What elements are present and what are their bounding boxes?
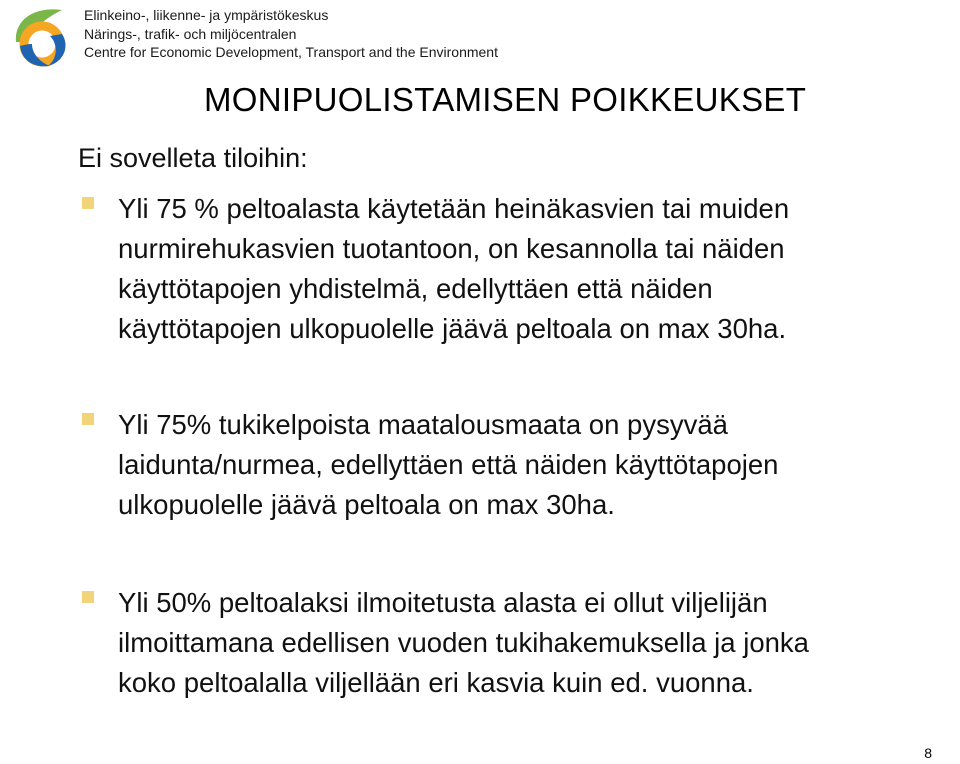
bullet-text — [118, 405, 778, 525]
bullet-line: Yli 75% tukikelpoista maatalousmaata on pysyvää — [118, 409, 728, 440]
slide-intro: Ei sovelleta tiloihin: — [78, 143, 308, 173]
page-number: 8 — [924, 745, 932, 761]
org-name-english: Centre for Economic Development, Transport and the Environment — [84, 44, 498, 60]
bullet-square-icon — [82, 591, 94, 603]
bullet-line: ulkopuolelle jäävä peltoala on max 30ha. — [118, 489, 615, 520]
organisation-name — [84, 6, 498, 62]
bullet-line: koko peltoalalla viljellään eri kasvia kuin ed. vuonna. — [118, 667, 754, 698]
bullet-text — [118, 583, 809, 703]
bullet-square-icon — [82, 413, 94, 425]
bullet-line: nurmirehukasvien tuotantoon, on kesannolla tai näiden — [118, 233, 785, 264]
bullet-line: käyttötapojen ulkopuolelle jäävä peltoala on max 30ha. — [118, 313, 787, 344]
ely-centre-logo-icon — [6, 2, 74, 70]
slide-title: MONIPUOLISTAMISEN POIKKEUKSET — [204, 81, 807, 118]
bullet-line: ilmoittamana edellisen vuoden tukihakemuksella ja jonka — [118, 627, 809, 658]
bullet-line: Yli 75 % peltoalasta käytetään heinäkasvien tai muiden — [118, 193, 790, 224]
bullet-text — [118, 189, 789, 349]
org-name-finnish: Elinkeino-, liikenne- ja ympäristökeskus — [84, 7, 329, 23]
bullet-square-icon — [82, 197, 94, 209]
bullet-line: käyttötapojen yhdistelmä, edellyttäen että näiden — [118, 273, 713, 304]
bullet-line: laidunta/nurmea, edellyttäen että näiden käyttötapojen — [118, 449, 779, 480]
bullet-line: Yli 50% peltoalaksi ilmoitetusta alasta ei ollut viljelijän — [118, 587, 768, 618]
org-name-swedish: Närings-, trafik- och miljöcentralen — [84, 25, 297, 42]
